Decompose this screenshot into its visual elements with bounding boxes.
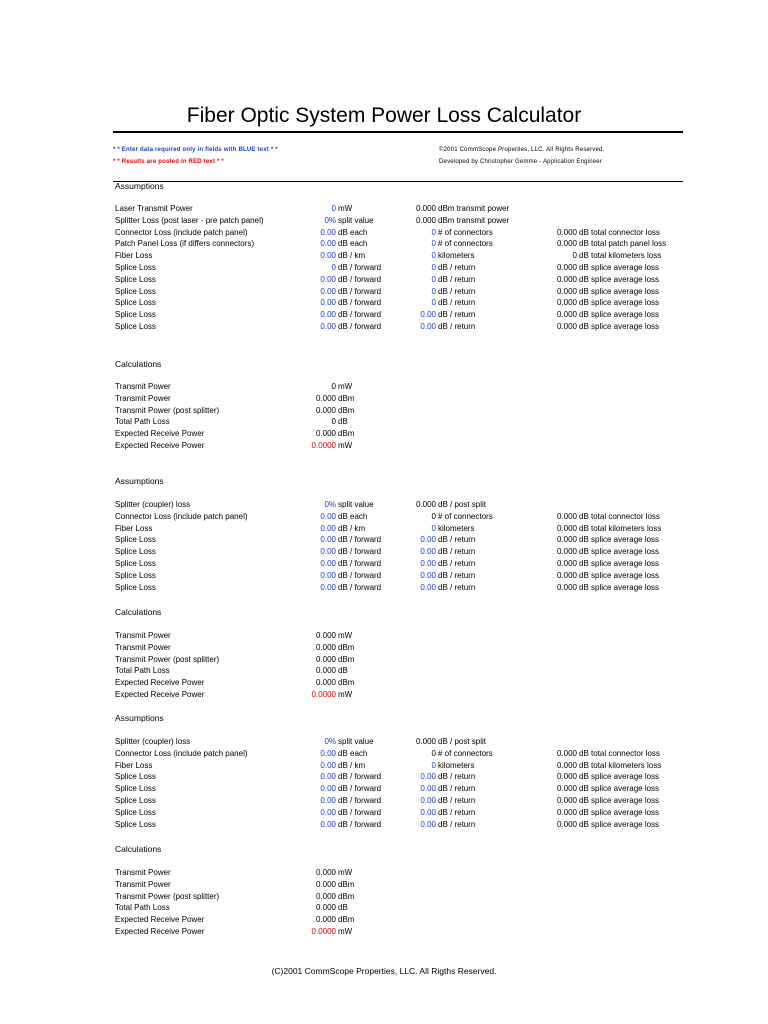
- row-label: Expected Receive Power: [115, 429, 205, 439]
- table-row: [0, 558, 768, 570]
- unit-1: dB / forward: [338, 582, 382, 592]
- table-row: [0, 262, 768, 274]
- table-row: [0, 203, 768, 215]
- value-1: 0%: [324, 500, 336, 509]
- unit-2: dB / return: [438, 535, 476, 545]
- unit-1: mW: [338, 868, 353, 877]
- value-3: 0.000: [556, 784, 577, 794]
- row-label: Fiber Loss: [115, 251, 153, 261]
- row-label: Patch Panel Loss (if differs connectors): [115, 239, 255, 249]
- row-label: Transmit Power: [115, 642, 171, 652]
- table-row: [0, 499, 768, 511]
- row-label: Splice Loss: [115, 286, 156, 296]
- value-1: 0: [331, 382, 336, 391]
- value-1: 0.00: [320, 772, 336, 782]
- row-label: Connector Loss (include patch panel): [115, 227, 248, 237]
- section-heading: Calculations: [115, 607, 162, 617]
- table-row: [0, 321, 768, 333]
- table-row: [0, 654, 768, 666]
- value-2: 0.000: [415, 204, 436, 213]
- unit-1: dBm: [338, 879, 355, 889]
- unit-1: dB: [338, 417, 348, 427]
- value-1: 0.000: [315, 405, 336, 415]
- unit-1: dB each: [338, 227, 368, 237]
- table-row: [0, 523, 768, 535]
- table-row: [0, 381, 768, 393]
- row-label: Splice Loss: [115, 298, 156, 308]
- table-row: [0, 914, 768, 926]
- header-rule: [113, 181, 683, 182]
- value-1: 0.000: [315, 654, 336, 664]
- unit-3: dB total kilometers loss: [579, 251, 662, 261]
- row-label: Splice Loss: [115, 570, 156, 580]
- value-1: 0.0000: [311, 441, 336, 450]
- unit-1: dB / forward: [338, 559, 382, 568]
- page-title: Fiber Optic System Power Loss Calculator: [186, 104, 582, 127]
- value-3: 0.000: [556, 582, 577, 592]
- value-2: 0.00: [420, 570, 436, 580]
- value-1: 0.00: [320, 511, 336, 521]
- unit-1: dB: [338, 666, 348, 676]
- value-3: 0.000: [556, 263, 577, 272]
- value-3: 0.000: [556, 523, 577, 533]
- row-label: Splitter (coupler) loss: [115, 737, 191, 746]
- value-2: 0.00: [420, 772, 436, 782]
- unit-1: mW: [338, 631, 353, 640]
- value-3: 0.000: [556, 310, 577, 320]
- blue-input-note: * * Enter data required only in fields with BLUE text * *: [113, 147, 278, 153]
- unit-2: dB / post split: [438, 737, 487, 746]
- value-1: 0.00: [320, 310, 336, 320]
- value-3: 0.000: [556, 286, 577, 296]
- unit-1: dBm: [338, 915, 355, 925]
- unit-3: dB splice average loss: [579, 582, 660, 592]
- row-label: Total Path Loss: [115, 666, 170, 676]
- value-2: 0: [431, 286, 436, 296]
- unit-1: dBm: [338, 891, 355, 901]
- row-label: Splice Loss: [115, 322, 156, 331]
- table-row: [0, 736, 768, 748]
- value-2: 0: [431, 227, 436, 237]
- unit-1: dBm: [338, 405, 355, 415]
- unit-3: dB splice average loss: [579, 784, 660, 794]
- value-1: 0%: [324, 215, 336, 225]
- value-3: 0.000: [556, 547, 577, 557]
- value-1: 0%: [324, 737, 336, 746]
- unit-2: dB / return: [438, 582, 476, 592]
- value-3: 0.000: [556, 772, 577, 782]
- unit-1: dB: [338, 903, 348, 913]
- unit-1: dB / forward: [338, 807, 382, 817]
- unit-1: dB / forward: [338, 286, 382, 296]
- footer-copyright: (C)2001 CommScope Properties, LLC. All Rigths Reserved.: [271, 966, 497, 976]
- value-1: 0.00: [320, 227, 336, 237]
- value-1: 0.00: [320, 523, 336, 533]
- row-label: Laser Transmit Power: [115, 204, 193, 213]
- value-1: 0.000: [315, 429, 336, 439]
- table-row: [0, 416, 768, 428]
- unit-1: split value: [338, 215, 374, 225]
- table-row: [0, 891, 768, 903]
- unit-2: dB / return: [438, 559, 476, 568]
- row-label: Splice Loss: [115, 784, 156, 794]
- value-2: 0.00: [420, 322, 436, 331]
- section-heading: Calculations: [115, 359, 162, 369]
- row-label: Transmit Power: [115, 879, 171, 889]
- unit-2: # of connectors: [438, 511, 493, 521]
- row-label: Expected Receive Power: [115, 441, 205, 450]
- table-row: [0, 440, 768, 452]
- unit-1: dB / forward: [338, 274, 382, 284]
- row-label: Expected Receive Power: [115, 690, 205, 699]
- value-1: 0.00: [320, 298, 336, 308]
- copyright-note: ©2001 CommScope Properties, LLC. All Rights Reserved.: [439, 147, 605, 153]
- unit-1: dB / forward: [338, 263, 382, 272]
- unit-2: dBm transmit power: [438, 215, 510, 225]
- value-1: 0.000: [315, 631, 336, 640]
- value-2: 0: [431, 748, 436, 758]
- title-rule: [113, 131, 683, 133]
- unit-1: dB / forward: [338, 298, 382, 308]
- value-1: 0.00: [320, 748, 336, 758]
- table-row: [0, 238, 768, 250]
- section-heading: Assumptions: [115, 181, 164, 191]
- row-label: Splice Loss: [115, 310, 156, 320]
- value-3: 0.000: [556, 511, 577, 521]
- unit-3: dB splice average loss: [579, 819, 660, 829]
- unit-3: dB total connector loss: [579, 227, 660, 237]
- table-row: [0, 570, 768, 582]
- value-3: 0.000: [556, 760, 577, 770]
- unit-1: dB / forward: [338, 322, 382, 331]
- table-row: [0, 250, 768, 262]
- value-1: 0.000: [315, 678, 336, 688]
- unit-2: dB / return: [438, 796, 476, 805]
- table-row: [0, 297, 768, 309]
- value-1: 0.00: [320, 251, 336, 261]
- table-row: [0, 760, 768, 772]
- unit-1: dB / forward: [338, 784, 382, 794]
- unit-2: dB / return: [438, 547, 476, 557]
- value-1: 0.0000: [311, 690, 336, 699]
- unit-3: dB splice average loss: [579, 274, 660, 284]
- row-label: Total Path Loss: [115, 417, 170, 427]
- unit-3: dB total connector loss: [579, 511, 660, 521]
- row-label: Splice Loss: [115, 535, 156, 545]
- value-3: 0.000: [556, 796, 577, 805]
- unit-1: split value: [338, 500, 374, 509]
- value-2: 0: [431, 274, 436, 284]
- table-row: [0, 665, 768, 677]
- row-label: Connector Loss (include patch panel): [115, 511, 248, 521]
- row-label: Splitter (coupler) loss: [115, 500, 191, 509]
- value-3: 0.000: [556, 807, 577, 817]
- value-2: 0: [431, 760, 436, 770]
- value-1: 0.00: [320, 819, 336, 829]
- table-row: [0, 926, 768, 938]
- value-2: 0.00: [420, 559, 436, 568]
- table-row: [0, 689, 768, 701]
- value-2: 0.000: [415, 500, 436, 509]
- unit-1: mW: [338, 690, 353, 699]
- unit-2: kilometers: [438, 523, 475, 533]
- section-heading: Assumptions: [115, 713, 164, 723]
- table-row: [0, 227, 768, 239]
- value-2: 0: [431, 263, 436, 272]
- table-row: [0, 807, 768, 819]
- unit-2: dB / return: [438, 274, 476, 284]
- value-2: 0.00: [420, 819, 436, 829]
- value-3: 0.000: [556, 748, 577, 758]
- unit-1: dB / forward: [338, 535, 382, 545]
- unit-3: dB total kilometers loss: [579, 760, 662, 770]
- value-2: 0: [431, 523, 436, 533]
- unit-2: dB / return: [438, 286, 476, 296]
- unit-2: kilometers: [438, 760, 475, 770]
- value-1: 0.00: [320, 286, 336, 296]
- table-row: [0, 795, 768, 807]
- value-1: 0.00: [320, 547, 336, 557]
- table-row: [0, 819, 768, 831]
- table-row: [0, 630, 768, 642]
- value-2: 0: [431, 298, 436, 308]
- row-label: Splice Loss: [115, 819, 156, 829]
- unit-1: dB / km: [338, 760, 366, 770]
- row-label: Transmit Power: [115, 631, 171, 640]
- unit-1: dB / forward: [338, 570, 382, 580]
- table-row: [0, 511, 768, 523]
- unit-3: dB splice average loss: [579, 535, 660, 545]
- row-label: Splice Loss: [115, 559, 156, 568]
- value-3: 0.000: [556, 559, 577, 568]
- unit-1: dBm: [338, 642, 355, 652]
- row-label: Connector Loss (include patch panel): [115, 748, 248, 758]
- value-1: 0.000: [315, 642, 336, 652]
- value-2: 0: [431, 251, 436, 261]
- value-3: 0.000: [556, 274, 577, 284]
- value-2: 0: [431, 511, 436, 521]
- value-1: 0.00: [320, 582, 336, 592]
- value-1: 0.000: [315, 868, 336, 877]
- unit-1: dB / km: [338, 251, 366, 261]
- value-1: 0.00: [320, 322, 336, 331]
- value-1: 0.00: [320, 784, 336, 794]
- table-row: [0, 582, 768, 594]
- value-2: 0.00: [420, 535, 436, 545]
- value-1: 0.00: [320, 535, 336, 545]
- unit-3: dB splice average loss: [579, 263, 660, 272]
- table-row: [0, 309, 768, 321]
- row-label: Splice Loss: [115, 772, 156, 782]
- unit-2: dB / return: [438, 263, 476, 272]
- unit-1: dBm: [338, 654, 355, 664]
- row-label: Splitter Loss (post laser - pre patch panel): [115, 215, 264, 225]
- table-row: [0, 393, 768, 405]
- table-row: [0, 274, 768, 286]
- unit-2: dB / return: [438, 298, 476, 308]
- unit-2: dB / return: [438, 772, 476, 782]
- value-2: 0: [431, 239, 436, 249]
- row-label: Expected Receive Power: [115, 915, 205, 925]
- unit-3: dB splice average loss: [579, 807, 660, 817]
- value-1: 0.000: [315, 879, 336, 889]
- row-label: Splice Loss: [115, 547, 156, 557]
- value-1: 0.0000: [311, 927, 336, 936]
- unit-3: dB total kilometers loss: [579, 523, 662, 533]
- row-label: Splice Loss: [115, 807, 156, 817]
- table-row: [0, 534, 768, 546]
- row-label: Expected Receive Power: [115, 927, 205, 936]
- value-2: 0.000: [415, 737, 436, 746]
- unit-1: dB each: [338, 748, 368, 758]
- unit-1: dB each: [338, 239, 368, 249]
- value-3: 0.000: [556, 535, 577, 545]
- unit-1: split value: [338, 737, 374, 746]
- value-2: 0.00: [420, 807, 436, 817]
- value-1: 0.00: [320, 807, 336, 817]
- value-1: 0.000: [315, 666, 336, 676]
- row-label: Transmit Power (post splitter): [115, 891, 220, 901]
- unit-1: mW: [338, 382, 353, 391]
- unit-1: dBm: [338, 429, 355, 439]
- unit-2: dB / return: [438, 807, 476, 817]
- unit-2: dB / return: [438, 322, 476, 331]
- table-row: [0, 546, 768, 558]
- unit-1: mW: [338, 927, 353, 936]
- table-row: [0, 677, 768, 689]
- row-label: Transmit Power (post splitter): [115, 654, 220, 664]
- value-2: 0.00: [420, 784, 436, 794]
- value-1: 0.000: [315, 891, 336, 901]
- unit-2: dB / post split: [438, 500, 487, 509]
- value-1: 0: [331, 263, 336, 272]
- unit-2: kilometers: [438, 251, 475, 261]
- unit-2: # of connectors: [438, 748, 493, 758]
- unit-3: dB splice average loss: [579, 286, 660, 296]
- unit-1: dB each: [338, 511, 368, 521]
- row-label: Fiber Loss: [115, 760, 153, 770]
- row-label: Splice Loss: [115, 274, 156, 284]
- unit-2: dB / return: [438, 819, 476, 829]
- value-2: 0.00: [420, 310, 436, 320]
- row-label: Total Path Loss: [115, 903, 170, 913]
- red-result-note: * * Results are posted in RED text * *: [113, 159, 224, 165]
- value-1: 0.00: [320, 274, 336, 284]
- table-row: [0, 215, 768, 227]
- table-row: [0, 867, 768, 879]
- value-3: 0.000: [556, 298, 577, 308]
- unit-1: dB / km: [338, 523, 366, 533]
- unit-2: # of connectors: [438, 227, 493, 237]
- unit-1: dBm: [338, 393, 355, 403]
- value-1: 0.000: [315, 903, 336, 913]
- unit-1: dB / forward: [338, 819, 382, 829]
- row-label: Fiber Loss: [115, 523, 153, 533]
- value-2: 0.00: [420, 582, 436, 592]
- unit-3: dB splice average loss: [579, 322, 660, 331]
- row-label: Transmit Power: [115, 868, 171, 877]
- value-1: 0.000: [315, 915, 336, 925]
- section-heading: Assumptions: [115, 476, 164, 486]
- row-label: Splice Loss: [115, 263, 156, 272]
- unit-3: dB splice average loss: [579, 547, 660, 557]
- developer-note: Developed by Christopher Gemme - Application Engineer: [439, 159, 603, 165]
- table-row: [0, 879, 768, 891]
- unit-1: mW: [338, 204, 353, 213]
- value-1: 0.000: [315, 393, 336, 403]
- value-1: 0.00: [320, 570, 336, 580]
- value-1: 0.00: [320, 239, 336, 249]
- table-row: [0, 902, 768, 914]
- row-label: Transmit Power: [115, 393, 171, 403]
- value-1: 0.00: [320, 760, 336, 770]
- unit-3: dB splice average loss: [579, 559, 660, 568]
- value-2: 0.000: [415, 215, 436, 225]
- table-row: [0, 405, 768, 417]
- unit-2: dBm transmit power: [438, 204, 510, 213]
- row-label: Expected Receive Power: [115, 678, 205, 688]
- value-1: 0: [331, 417, 336, 427]
- unit-1: mW: [338, 441, 353, 450]
- row-label: Splice Loss: [115, 582, 156, 592]
- table-row: [0, 428, 768, 440]
- unit-3: dB total connector loss: [579, 748, 660, 758]
- value-3: 0.000: [556, 819, 577, 829]
- table-row: [0, 286, 768, 298]
- unit-2: dB / return: [438, 310, 476, 320]
- value-1: 0: [331, 204, 336, 213]
- unit-1: dB / forward: [338, 310, 382, 320]
- value-2: 0.00: [420, 547, 436, 557]
- table-row: [0, 783, 768, 795]
- unit-2: dB / return: [438, 784, 476, 794]
- table-row: [0, 642, 768, 654]
- value-1: 0.00: [320, 796, 336, 805]
- row-label: Splice Loss: [115, 796, 156, 805]
- table-row: [0, 748, 768, 760]
- value-3: 0: [572, 251, 577, 261]
- row-label: Transmit Power: [115, 382, 171, 391]
- unit-3: dB splice average loss: [579, 796, 660, 805]
- unit-1: dB / forward: [338, 772, 382, 782]
- table-row: [0, 771, 768, 783]
- unit-3: dB splice average loss: [579, 310, 660, 320]
- unit-1: dBm: [338, 678, 355, 688]
- unit-3: dB total patch panel loss: [579, 239, 667, 249]
- unit-3: dB splice average loss: [579, 570, 660, 580]
- row-label: Transmit Power (post splitter): [115, 405, 220, 415]
- value-2: 0.00: [420, 796, 436, 805]
- value-3: 0.000: [556, 227, 577, 237]
- unit-2: # of connectors: [438, 239, 493, 249]
- value-3: 0.000: [556, 322, 577, 331]
- unit-3: dB splice average loss: [579, 772, 660, 782]
- unit-2: dB / return: [438, 570, 476, 580]
- section-heading: Calculations: [115, 844, 162, 854]
- value-3: 0.000: [556, 570, 577, 580]
- unit-3: dB splice average loss: [579, 298, 660, 308]
- unit-1: dB / forward: [338, 547, 382, 557]
- value-1: 0.00: [320, 559, 336, 568]
- value-3: 0.000: [556, 239, 577, 249]
- unit-1: dB / forward: [338, 796, 382, 805]
